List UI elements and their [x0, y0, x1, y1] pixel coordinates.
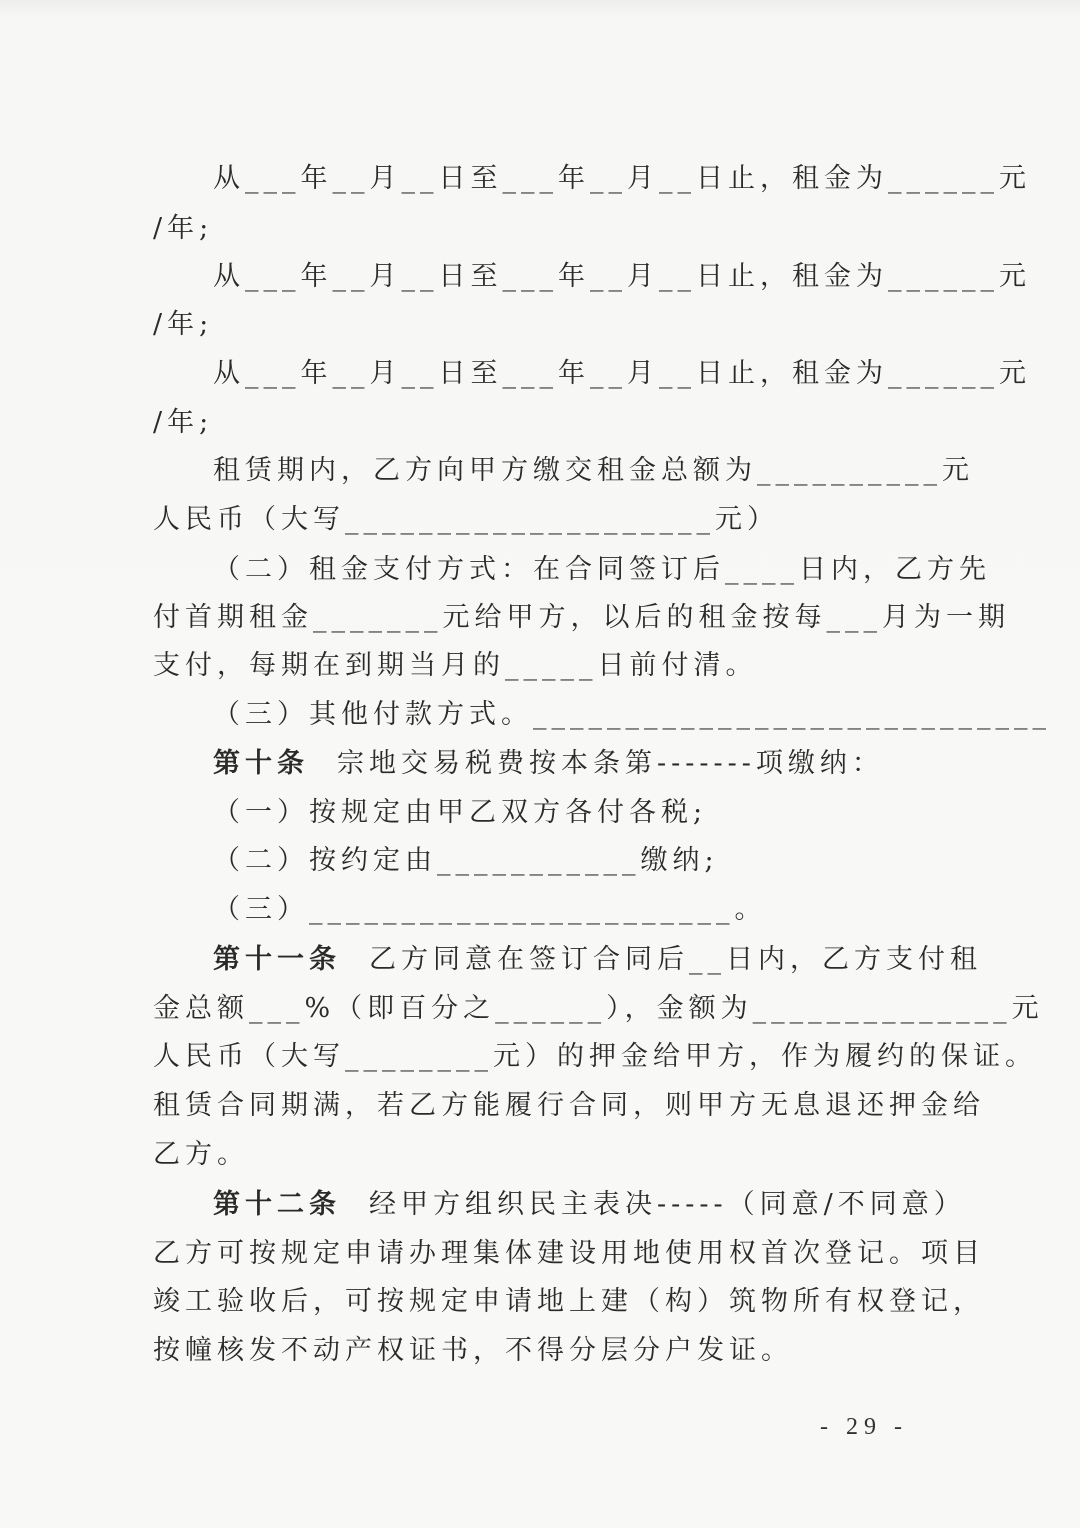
- article-10-text: 宗地交易税费按本条第-------项缴纳：: [337, 748, 884, 779]
- article-12-line-4: 按幢核发不动产权证书，不得分层分户发证。: [153, 1335, 793, 1366]
- payment-method-line-2: 付首期租金_______元给甲方，以后的租金按每___月为一期: [153, 602, 1010, 633]
- rent-period-line-1: 从___年__月__日至___年__月__日止，租金为______元: [213, 163, 1031, 194]
- article-11-line-3: 人民币（大写________元）的押金给甲方，作为履约的保证。: [153, 1041, 1037, 1072]
- article-10-item-1: （一）按规定由甲乙双方各付各税;: [213, 797, 708, 828]
- page-number: - 29 -: [820, 1414, 908, 1440]
- payment-method-line-3: 支付，每期在到期当月的_____日前付清。: [153, 650, 758, 681]
- rent-period-line-2-cont: /年;: [153, 309, 214, 340]
- total-rent-line: 租赁期内，乙方向甲方缴交租金总额为__________元: [213, 455, 974, 486]
- article-11-line-4: 租赁合同期满，若乙方能履行合同，则甲方无息退还押金给: [153, 1090, 985, 1121]
- rent-period-line-3-cont: /年;: [153, 407, 214, 438]
- article-12-line-2: 乙方可按规定申请办理集体建设用地使用权首次登记。项目: [153, 1238, 985, 1269]
- article-12: [213, 1184, 966, 1226]
- article-10-heading: 第十条: [213, 748, 309, 779]
- other-payment-line: （三）其他付款方式。____________________________: [213, 699, 1051, 730]
- payment-method-line-1: （二）租金支付方式：在合同签订后____日内，乙方先: [213, 554, 991, 585]
- article-10-item-2: （二）按约定由___________缴纳;: [213, 845, 719, 876]
- article-12-text: 经甲方组织民主表决-----（同意/不同意）: [369, 1189, 966, 1220]
- article-10: [213, 743, 913, 785]
- rent-period-line-3: 从___年__月__日至___年__月__日止，租金为______元: [213, 358, 1031, 389]
- article-12-line-3: 竣工验收后，可按规定申请地上建（构）筑物所有权登记，: [153, 1286, 985, 1317]
- article-12-heading: 第十二条: [213, 1189, 341, 1220]
- article-11-line-5: 乙方。: [153, 1139, 249, 1170]
- article-10-item-3: （三）_______________________。: [213, 894, 767, 925]
- article-11-line-2: 金总额___%（即百分之______），金额为______________元: [153, 993, 1044, 1024]
- article-11-text: 乙方同意在签订合同后__日内，乙方支付租: [369, 944, 982, 975]
- article-11: [213, 939, 982, 981]
- rent-period-line-2: 从___年__月__日至___年__月__日止，租金为______元: [213, 261, 1031, 292]
- total-rent-capital-line: 人民币（大写____________________元）: [153, 504, 779, 535]
- rent-period-line-1-cont: /年;: [153, 213, 214, 244]
- article-11-heading: 第十一条: [213, 944, 341, 975]
